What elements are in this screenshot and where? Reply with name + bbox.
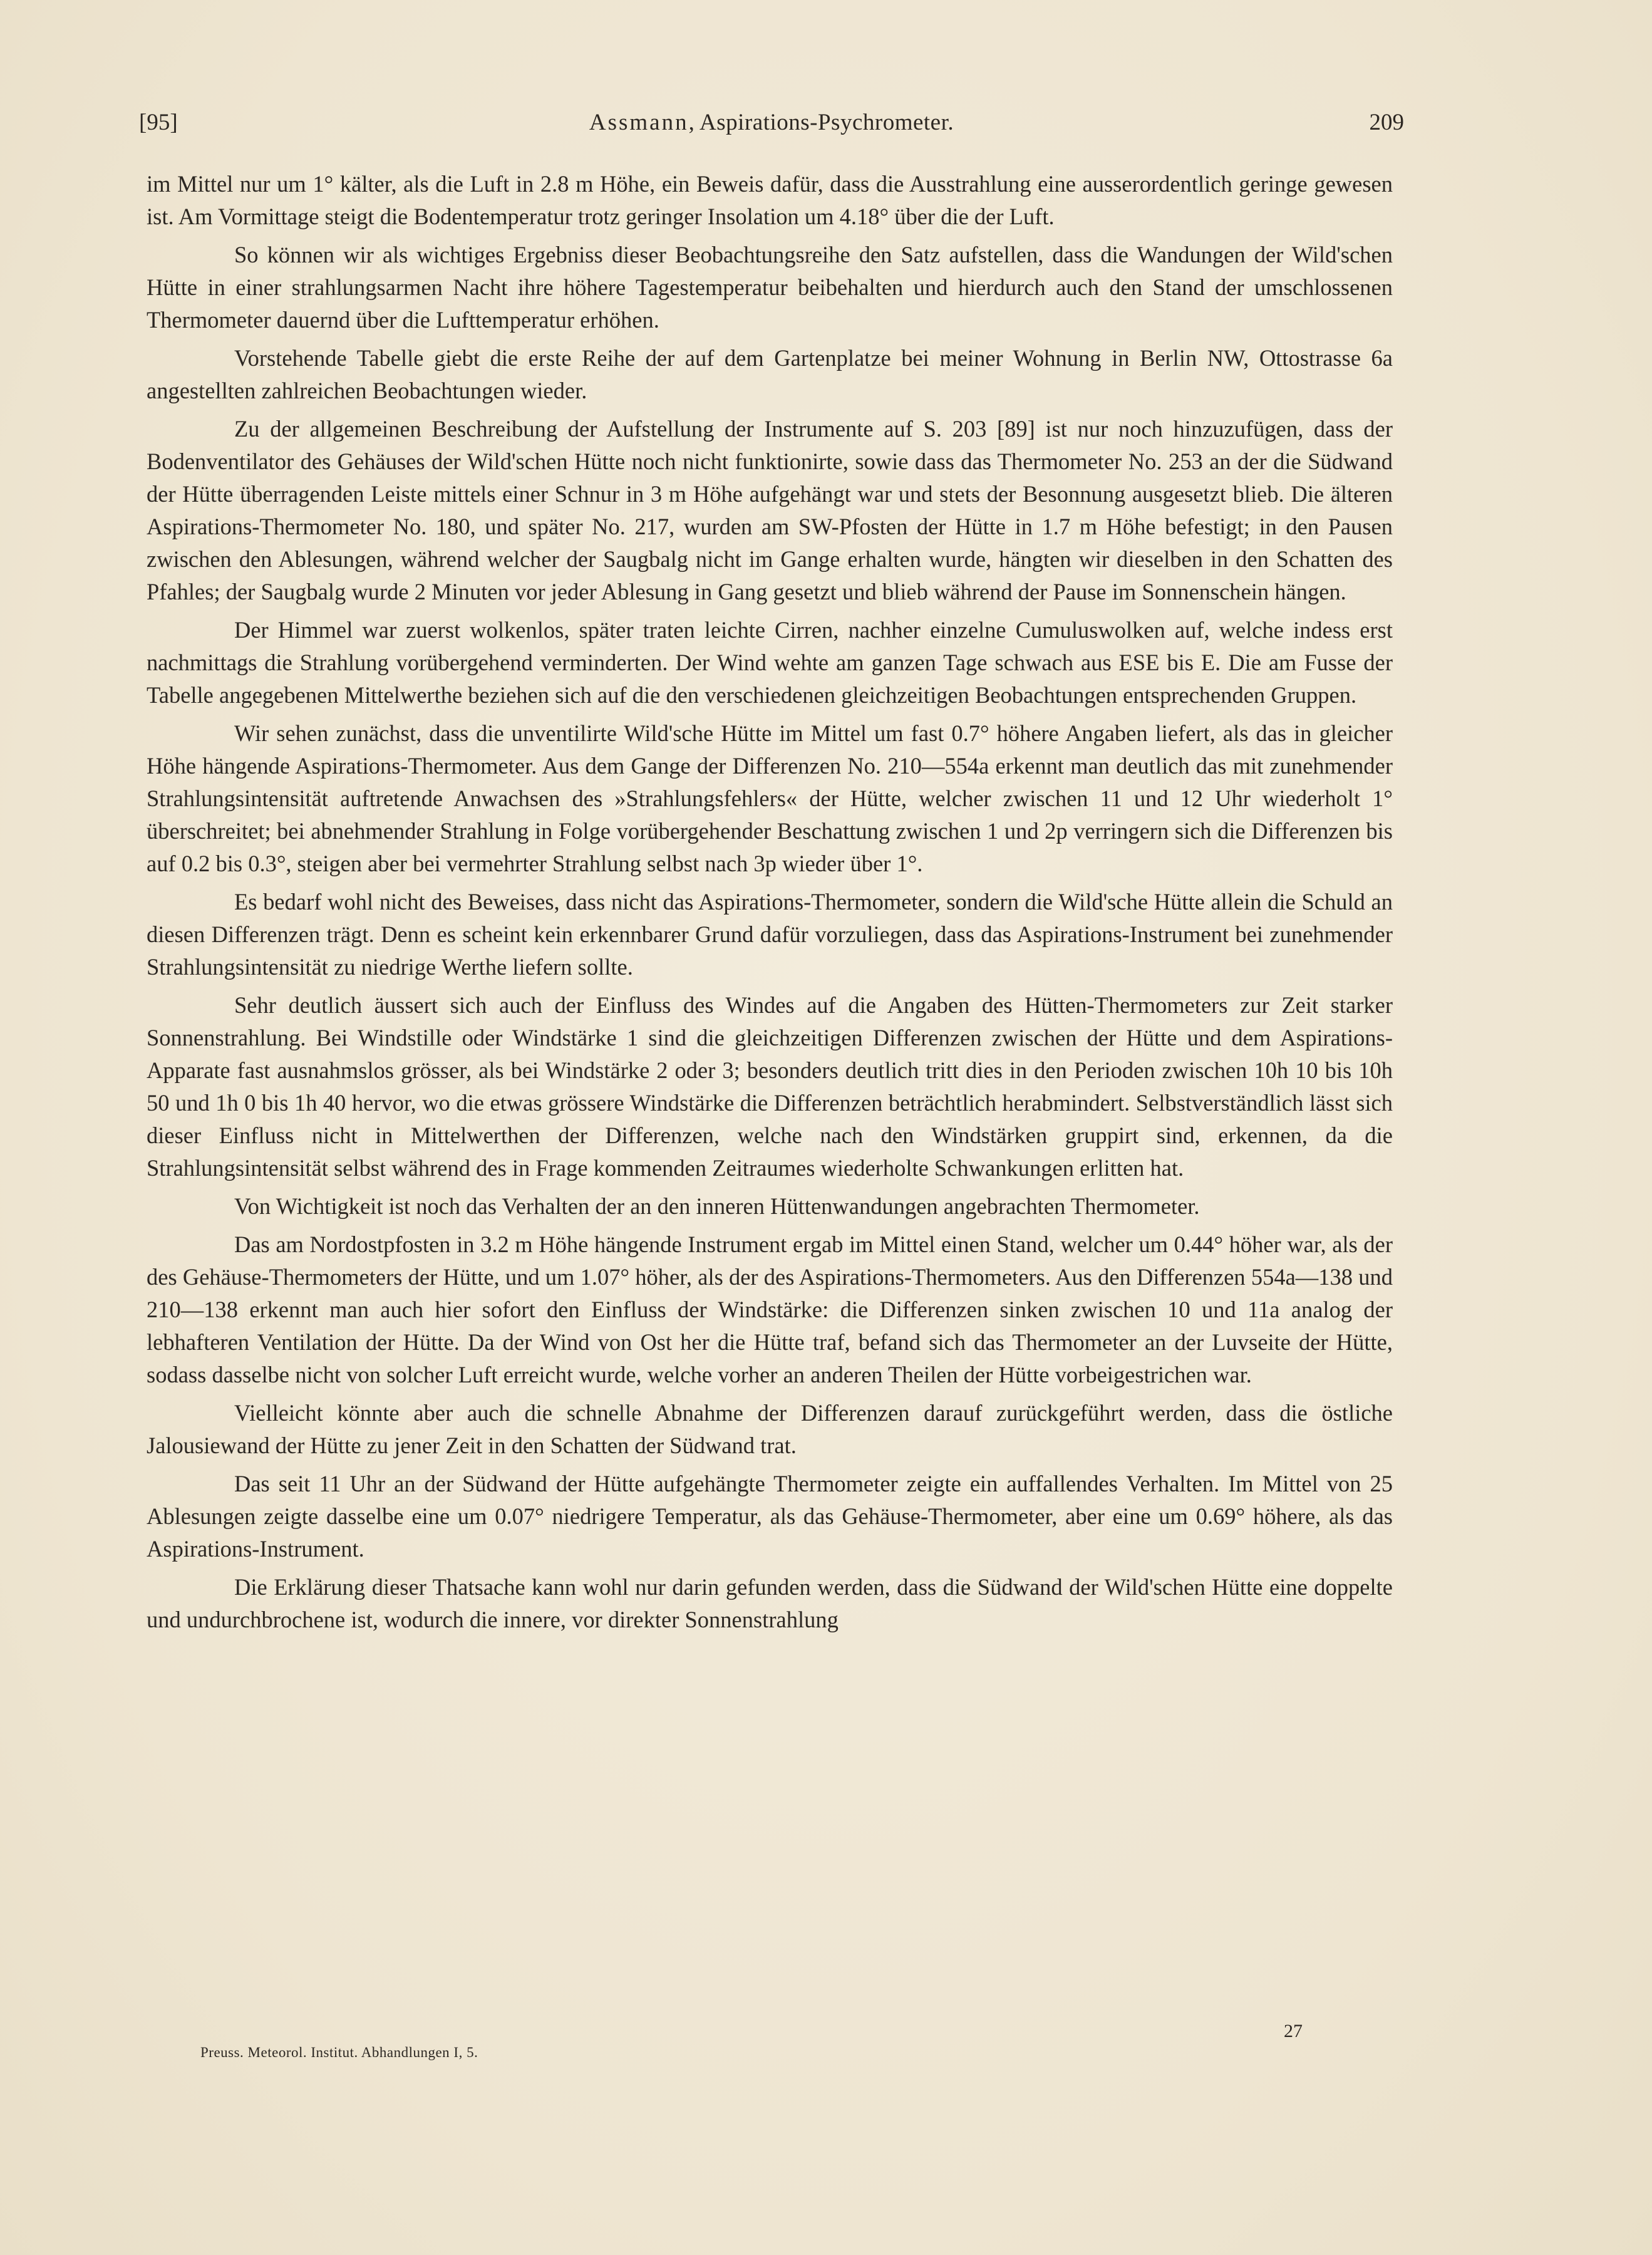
paragraph: Von Wichtigkeit ist noch das Verhalten der an den inneren Hüttenwandungen angebrachten Thermometer. bbox=[234, 1193, 1200, 1219]
page-bracket-number: [95] bbox=[139, 110, 178, 135]
running-title bbox=[139, 109, 1404, 136]
paragraph: Vielleicht könnte aber auch die schnelle Abnahme der Differenzen darauf zurückgeführt werden, dass die östliche Jalousiewand der Hütte zu jener Zeit in den Schatten der Südwand trat. bbox=[147, 1400, 1393, 1458]
body-text bbox=[147, 168, 1393, 1642]
page-number: 209 bbox=[1369, 110, 1404, 135]
paragraph: Zu der allgemeinen Beschreibung der Aufstellung der Instrumente auf S. 203 [89] ist nur noch hinzuzufügen, dass der Bodenventilator des Gehäuses der Wild'schen Hütte noch nicht funktionirte, sowie dass das Thermometer No. 253 an der die Südwand der Hütte überragenden Leiste mittels einer Schnur in 3 m Höhe aufgehängt war und stets der Besonnung ausgesetzt blieb. Die älteren Aspirations-Thermometer No. 180, und später No. 217, wurden am SW-Pfosten der Hütte in 1.7 m Höhe befestigt; in den Pausen zwischen den Ablesungen, während welcher der Saugbalg nicht im Gange erhalten wurde, hängten wir dieselben in den Schatten des Pfahles; der Saugbalg wurde 2 Minuten vor jeder Ablesung in Gang gesetzt und blieb während der Pause im Sonnenschein hängen. bbox=[147, 416, 1393, 604]
paragraph: Sehr deutlich äussert sich auch der Einfluss des Windes auf die Angaben des Hütten-Thermometers zur Zeit starker Sonnenstrahlung. Bei Windstille oder Windstärke 1 sind die gleichzeitigen Differenzen zwischen der Hütte und dem Aspirations-Apparate fast ausnahmslos grösser, als bei Windstärke 2 oder 3; besonders deutlich tritt dies in den Perioden zwischen 10h 10 bis 10h 50 und 1h 0 bis 1h 40 hervor, wo die etwas grössere Windstärke die Differenzen beträchtlich herabmindert. Selbstverständlich lässt sich dieser Einfluss nicht in Mittelwerthen der Differenzen, welche nach den Windstärken gruppirt sind, erkennen, da die Strahlungsintensität selbst während des in Frage kommenden Zeitraumes wiederholte Schwankungen erlitten hat. bbox=[147, 992, 1393, 1181]
running-header bbox=[139, 106, 1404, 144]
paragraph: Der Himmel war zuerst wolkenlos, später traten leichte Cirren, nachher einzelne Cumuluswolken auf, welche indess erst nachmittags die Strahlung vorübergehend verminderten. Der Wind wehte am ganzen Tage schwach aus ESE bis E. Die am Fusse der Tabelle angegebenen Mittelwerthe beziehen sich auf die den verschiedenen gleichzeitigen Beobachtungen entsprechenden Gruppen. bbox=[147, 617, 1393, 708]
paragraph: Wir sehen zunächst, dass die unventilirte Wild'sche Hütte im Mittel um fast 0.7° höhere Angaben liefert, als das in gleicher Höhe hängende Aspirations-Thermometer. Aus dem Gange der Differenzen No. 210—554a erkennt man deutlich das mit zunehmender Strahlungsintensität auftretende Anwachsen des »Strahlungsfehlers« der Hütte, welcher zwischen 11 und 12 Uhr wiederholt 1° überschreitet; bei abnehmender Strahlung in Folge vorübergehender Beschattung zwischen 1 und 2p verringern sich die Differenzen bis auf 0.2 bis 0.3°, steigen aber bei vermehrter Strahlung selbst nach 3p wieder über 1°. bbox=[147, 720, 1393, 876]
paragraph: Vorstehende Tabelle giebt die erste Reihe der auf dem Gartenplatze bei meiner Wohnung in Berlin NW, Ottostrasse 6a angestellten zahlreichen Beobachtungen wieder. bbox=[147, 345, 1393, 403]
paragraph: Das seit 11 Uhr an der Südwand der Hütte aufgehängte Thermometer zeigte ein auffallendes Verhalten. Im Mittel von 25 Ablesungen zeigte dasselbe eine um 0.07° niedrigere Temperatur, als das Gehäuse-Thermometer, aber eine um 0.69° höhere, als das Aspirations-Instrument. bbox=[147, 1471, 1393, 1562]
paragraph: So können wir als wichtiges Ergebniss dieser Beobachtungsreihe den Satz aufstellen, dass die Wandungen der Wild'schen Hütte in einer strahlungsarmen Nacht ihre höhere Tagestemperatur beibehalten und hierdurch auch den Stand der umschlossenen Thermometer dauernd über die Lufttemperatur erhöhen. bbox=[147, 242, 1393, 333]
paragraph: Die Erklärung dieser Thatsache kann wohl nur darin gefunden werden, dass die Südwand der Wild'schen Hütte eine doppelte und undurchbrochene ist, wodurch die innere, vor direkter Sonnenstrahlung bbox=[147, 1574, 1393, 1632]
running-title-author: Assmann bbox=[589, 110, 689, 135]
paragraph: Es bedarf wohl nicht des Beweises, dass nicht das Aspirations-Thermometer, sondern die Wild'sche Hütte allein die Schuld an diesen Differenzen trägt. Denn es scheint kein erkennbarer Grund dafür vorzuliegen, dass das Aspirations-Instrument bei zunehmender Strahlungsintensität zu niedrige Werthe liefern sollte. bbox=[147, 889, 1393, 980]
signature-number: 27 bbox=[1284, 2021, 1303, 2041]
running-title-rest: , Aspirations-Psychrometer. bbox=[688, 110, 954, 135]
paragraph: im Mittel nur um 1° kälter, als die Luft in 2.8 m Höhe, ein Beweis dafür, dass die Ausstrahlung eine ausserordentlich geringe gewesen ist. Am Vormittage steigt die Bodentemperatur trotz geringer Insolation um 4.18° über die der Luft. bbox=[147, 171, 1393, 229]
paragraph: Das am Nordostpfosten in 3.2 m Höhe hängende Instrument ergab im Mittel einen Stand, welcher um 0.44° höher war, als der des Gehäuse-Thermometers der Hütte, und um 1.07° höher, als der des Aspirations-Thermometers. Aus den Differenzen 554a—138 und 210—138 erkennt man auch hier sofort den Einfluss der Windstärke: die Differenzen sinken zwischen 10 und 11a analog der lebhafteren Ventilation der Hütte. Da der Wind von Ost her die Hütte traf, befand sich das Thermometer an der Luvseite der Hütte, sodass dasselbe nicht von solcher Luft erreicht wurde, welche vorher an anderen Theilen der Hütte vorbeigestrichen war. bbox=[147, 1231, 1393, 1387]
publication-footer: Preuss. Meteorol. Institut. Abhandlungen I, 5. bbox=[200, 2045, 478, 2060]
